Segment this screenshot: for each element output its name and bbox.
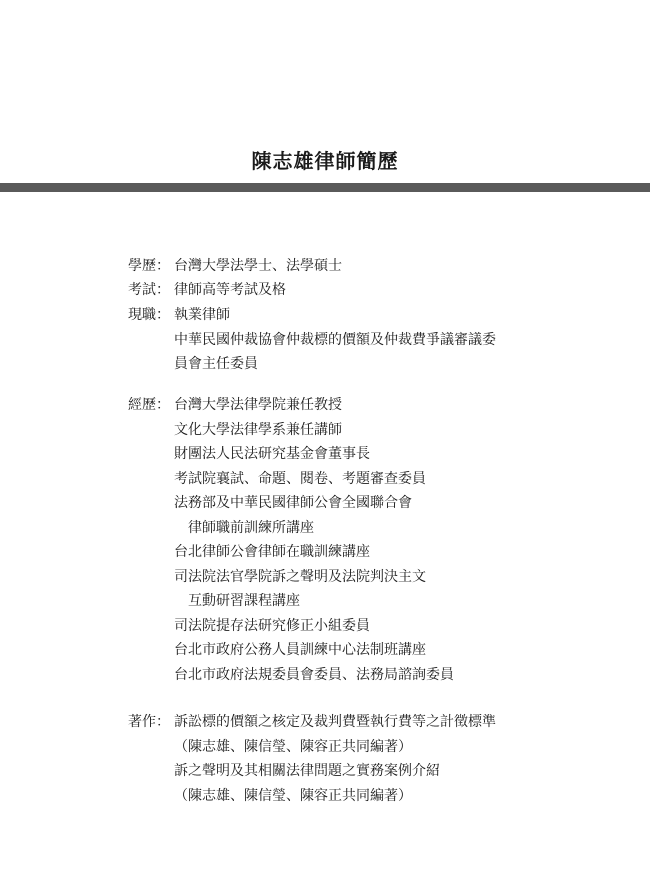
section-line: （陳志雄、陳信瑩、陳容正共同編著） (174, 738, 412, 755)
page-title: 陳志雄律師簡歷 (251, 149, 399, 173)
section-line: 訴之聲明及其相關法律問題之實務案例介紹 (174, 763, 440, 779)
section-line: 財團法人民法研究基金會董事長 (174, 446, 370, 462)
section-label: 學歷： (128, 258, 170, 274)
section-line: 互動研習課程講座 (188, 593, 300, 609)
section-line: 法務部及中華民國律師公會全國聯合會 (174, 495, 412, 511)
section-line: 中華民國仲裁協會仲裁標的價額及仲裁費爭議審議委 (174, 331, 496, 348)
section-line: 台北市政府法規委員會委員、法務局諮詢委員 (174, 666, 454, 683)
section-line: 台北律師公會律師在職訓練講座 (174, 544, 370, 560)
section-line: 文化大學法律學系兼任講師 (174, 421, 342, 438)
section-line: 訴訟標的價額之核定及裁判費暨執行費等之計徵標準 (174, 714, 496, 730)
section-line: 台北市政府公務人員訓練中心法制班講座 (174, 642, 426, 658)
section-label: 經歷： (128, 397, 170, 413)
section-label: 現職： (128, 307, 170, 323)
section-line: 律師高等考試及格 (174, 282, 286, 298)
section-label: 考試： (128, 282, 170, 298)
section-line: 台灣大學法學士、法學碩士 (174, 258, 342, 274)
section-line: 員會主任委員 (174, 356, 258, 372)
section-line: 台灣大學法律學院兼任教授 (174, 397, 342, 413)
title-divider (0, 183, 650, 192)
section-line: 司法院提存法研究修正小組委員 (174, 617, 370, 634)
section-line: 司法院法官學院訴之聲明及法院判決主文 (174, 568, 426, 585)
section-line: 考試院襄試、命題、閱卷、考題審查委員 (174, 470, 426, 487)
section-line: 律師職前訓練所講座 (188, 519, 314, 536)
section-line: （陳志雄、陳信瑩、陳容正共同編著） (174, 787, 412, 804)
section-label: 著作： (128, 714, 170, 730)
section-line: 執業律師 (174, 307, 230, 323)
